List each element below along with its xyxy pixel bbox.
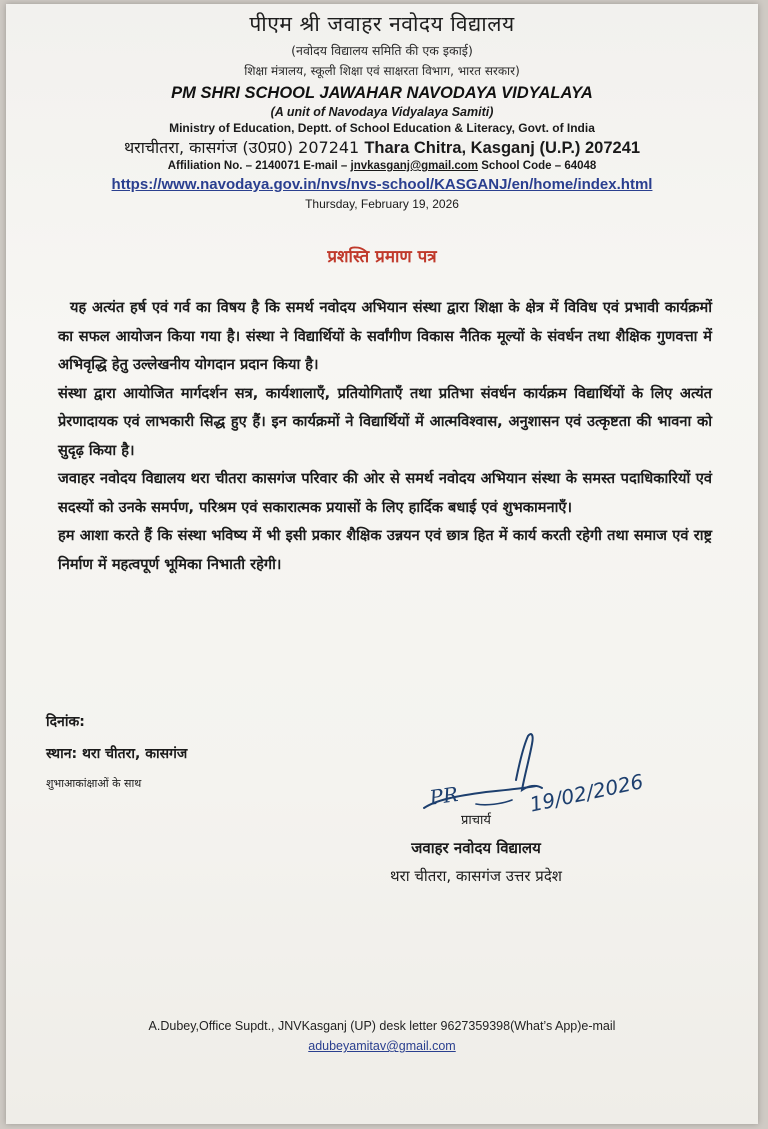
ministry-english: Ministry of Education, Deptt. of School Education & Literacy, Govt. of India bbox=[169, 121, 595, 135]
certificate-title: प्रशस्ति प्रमाण पत्र bbox=[327, 247, 437, 267]
school-name-english: PM SHRI SCHOOL JAWAHAR NAVODAYA VIDYALAYA bbox=[171, 84, 593, 102]
address-english: Thara Chitra, Kasganj (U.P.) 207241 bbox=[364, 139, 641, 157]
school-code: School Code – 64048 bbox=[481, 160, 597, 172]
school-address bbox=[6, 136, 758, 158]
signature-date: 19/02/2026 bbox=[527, 769, 646, 817]
signature-initials: PR bbox=[427, 782, 460, 810]
samiti-unit-english: (A unit of Navodaya Vidyalaya Samiti) bbox=[270, 105, 494, 119]
principal-role: प्राचार्य bbox=[461, 813, 491, 828]
signatory-block bbox=[336, 810, 616, 886]
place-line: स्थान: थरा चीतरा, कासगंज bbox=[46, 746, 188, 762]
footer bbox=[6, 1019, 758, 1053]
wishes-line: शुभाआकांक्षाओं के साथ bbox=[46, 777, 142, 790]
paragraph-1: यह अत्यंत हर्ष एवं गर्व का विषय है कि समर्थ नवोदय अभियान संस्था द्वारा शिक्षा के क्षेत्र में विविध एवं प्रभावी कार्यक्रमों का सफल आयोजन किया गया है। संस्था ने विद्यार्थियों के सर्वांगीण विकास नैतिक मूल्यों के संवर्धन तथा शैक्षिक गुणवत्ता में अभिवृद्धि हेतु उल्लेखनीय योगदान प्रदान किया है। bbox=[58, 299, 712, 373]
paragraph-4: हम आशा करते हैं कि संस्था भविष्य में भी इसी प्रकार शैक्षिक उन्नयन एवं छात्र हित में कार्य करती रहेगी तथा समाज एवं राष्ट्र निर्माण में महत्वपूर्ण भूमिका निभाती रहेगी। bbox=[58, 527, 712, 573]
footer-contact: A.Dubey,Office Supdt., JNVKasganj (UP) desk letter 9627359398(What’s App)e-mail bbox=[148, 1019, 616, 1033]
paragraph-2: संस्था द्वारा आयोजित मार्गदर्शन सत्र, कार्यशालाएँ, प्रतियोगिताएँ तथा प्रतिभा संवर्धन कार्यक्रम विद्यार्थियों के लिए अत्यंत प्रेरणादायक एवं लाभकारी सिद्ध हुए हैं। इन कार्यक्रमों ने विद्यार्थियों में आत्मविश्वास, अनुशासन एवं उत्कृष्टता की भावना को सुदृढ़ किया है। bbox=[58, 384, 712, 459]
date-label: दिनांक: bbox=[46, 714, 85, 730]
school-name-hindi: पीएम श्री जवाहर नवोदय विद्यालय bbox=[249, 12, 515, 36]
samiti-unit-hindi: (नवोदय विद्यालय समिति की एक इकाई) bbox=[291, 43, 473, 58]
affiliation-line bbox=[6, 160, 758, 172]
signatory-place: थरा चीतरा, कासगंज उत्तर प्रदेश bbox=[390, 867, 562, 885]
footer-email-link[interactable]: adubeyamitav@gmail.com bbox=[308, 1039, 456, 1053]
school-email[interactable]: jnvkasganj@gmail.com bbox=[350, 160, 479, 172]
certificate-body bbox=[58, 294, 712, 579]
certificate-page bbox=[6, 4, 758, 1124]
signatory-school: जवाहर नवोदय विद्यालय bbox=[411, 839, 541, 857]
letter-date: Thursday, February 19, 2026 bbox=[305, 197, 459, 211]
paragraph-3: जवाहर नवोदय विद्यालय थरा चीतरा कासगंज परिवार की ओर से समर्थ नवोदय अभियान संस्था के समस्त पदाधिकारियों एवं सदस्यों को उनके समर्पण, परिश्रम एवं सकारात्मक प्रयासों के लिए हार्दिक बधाई एवं शुभकामनाएँ। bbox=[58, 470, 712, 516]
affiliation-label: Affiliation No. – 2140071 E-mail – bbox=[167, 160, 348, 172]
ministry-hindi: शिक्षा मंत्रालय, स्कूली शिक्षा एवं साक्षरता विभाग, भारत सरकार) bbox=[244, 64, 520, 78]
school-website-link[interactable]: https://www.navodaya.gov.in/nvs/nvs-school/KASGANJ/en/home/index.html bbox=[111, 176, 653, 193]
address-hindi: थराचीतरा, कासगंज (उ0प्र0) 207241 bbox=[123, 138, 360, 157]
